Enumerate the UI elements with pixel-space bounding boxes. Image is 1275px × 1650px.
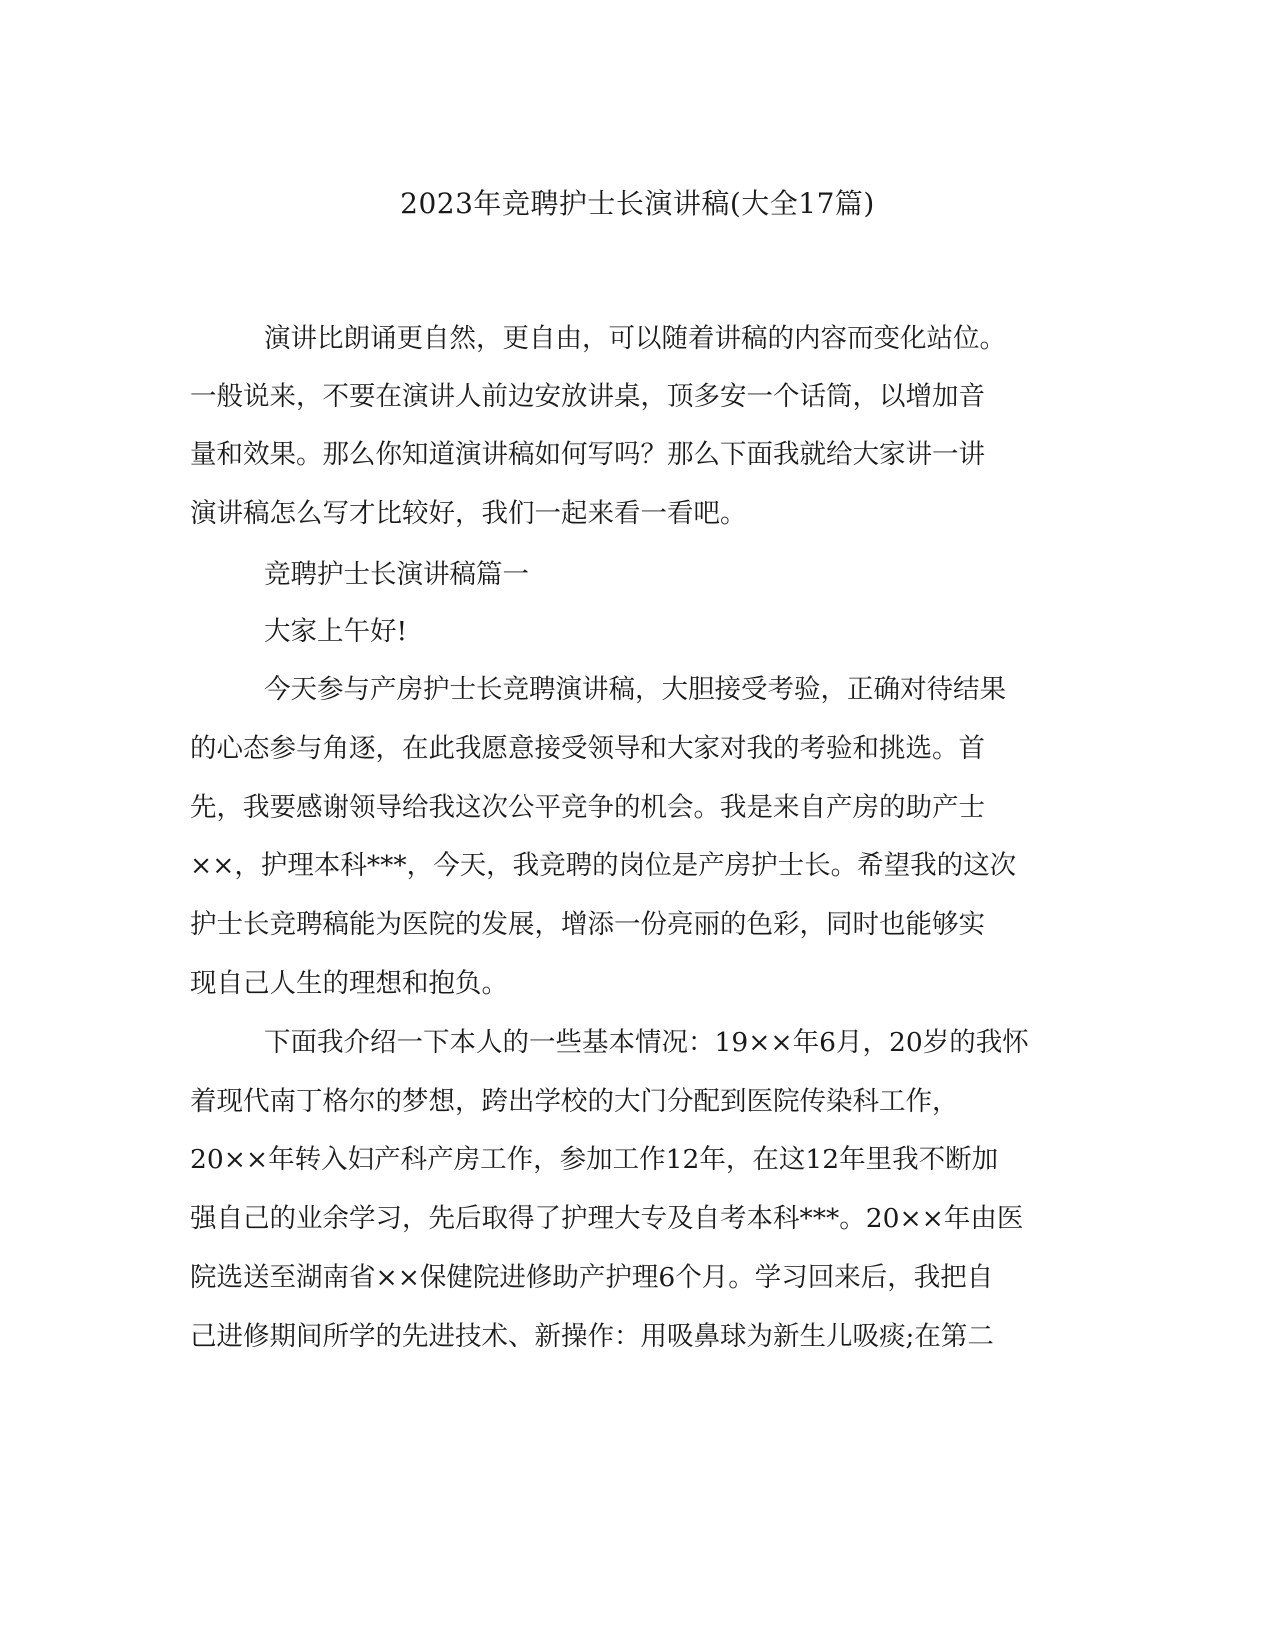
paragraph-line: 一般说来，不要在演讲人前边安放讲桌，顶多安一个话筒，以增加音 bbox=[190, 381, 985, 412]
paragraph-line: 量和效果。那么你知道演讲稿如何写吗？那么下面我就给大家讲一讲 bbox=[190, 439, 985, 470]
paragraph-line: 着现代南丁格尔的梦想，跨出学校的大门分配到医院传染科工作， bbox=[190, 1086, 959, 1117]
paragraph-line: 院选送至湖南省××保健院进修助产护理6个月。学习回来后，我把自 bbox=[190, 1262, 994, 1293]
paragraph-line: 演讲比朗诵更自然，更自由，可以随着讲稿的内容而变化站位。 bbox=[264, 323, 1006, 354]
paragraph-line: 20××年转入妇产科产房工作，参加工作12年，在这12年里我不断加 bbox=[190, 1144, 999, 1175]
greeting-line: 大家上午好! bbox=[264, 616, 408, 647]
paragraph-line: 护士长竞聘稿能为医院的发展，增添一份亮丽的色彩，同时也能够实 bbox=[190, 909, 985, 940]
paragraph-line: 的心态参与角逐，在此我愿意接受领导和大家对我的考验和挑选。首 bbox=[190, 733, 985, 764]
paragraph-line: 先，我要感谢领导给我这次公平竞争的机会。我是来自产房的助产士 bbox=[190, 792, 985, 823]
paragraph-line: 今天参与产房护士长竞聘演讲稿，大胆接受考验，正确对待结果 bbox=[264, 674, 1006, 705]
paragraph-line: 现自己人生的理想和抱负。 bbox=[190, 968, 508, 999]
paragraph-line: 强自己的业余学习，先后取得了护理大专及自考本科***。20××年由医 bbox=[190, 1203, 1024, 1234]
paragraph-line: 己进修期间所学的先进技术、新操作：用吸鼻球为新生儿吸痰;在第二 bbox=[190, 1321, 994, 1352]
section-heading: 竞聘护士长演讲稿篇一 bbox=[264, 559, 529, 590]
document-title: 2023年竞聘护士长演讲稿(大全17篇) bbox=[400, 187, 875, 220]
paragraph-line: ××，护理本科***，今天，我竞聘的岗位是产房护士长。希望我的这次 bbox=[190, 850, 1017, 881]
paragraph-line: 下面我介绍一下本人的一些基本情况：19××年6月，20岁的我怀 bbox=[264, 1027, 1029, 1058]
paragraph-line: 演讲稿怎么写才比较好，我们一起来看一看吧。 bbox=[190, 498, 747, 529]
